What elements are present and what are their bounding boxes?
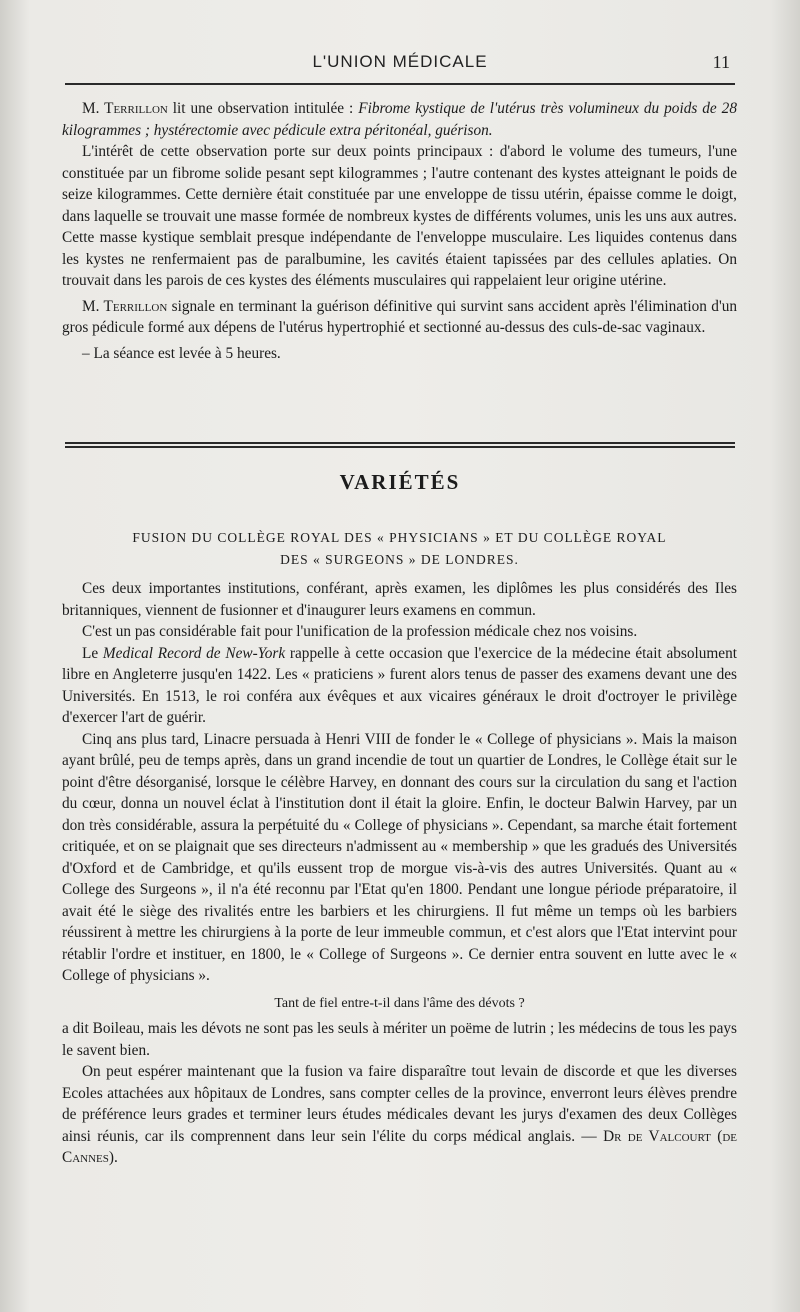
section-rule-top: [65, 442, 735, 444]
paragraph: Le Medical Record de New-York rappelle à cette occasion que l'exercice de la médecine était absolument libre en Angleterre jusqu'en 1422. Les « praticiens » furent alors tenus de passer des examens devant une des Universités. En 1513, le roi conféra aux évêques et aux vicaires généraux le droit d'octroyer le privilège d'exercer l'art de guérir.: [62, 644, 737, 726]
paragraph: C'est un pas considérable fait pour l'unification de la profession médicale chez nos voisins.: [82, 623, 638, 640]
header-rule: [65, 83, 735, 85]
journal-title: L'UNION MÉDICALE: [312, 52, 488, 71]
paragraph: Cinq ans plus tard, Linacre persuada à Henri VIII de fonder le « College of physicians ». Mais la maison ayant brûlé, peu de temps après, dans un grand incendie de tout un quartier de Londres, le Collège était sur le point d'être désorganisé, lorsque le célèbre Harvey, en donnant des cours sur la circulation du sang et l'action du cœur, donna un nouvel éclat à l'institution dont il était la gloire. Enfin, le docteur Balwin Harvey, par un don très considérable, assura la perpétuité du « College of physicians ». Cependant, sa marche était fortement critiquée, et on se plaignait que ses directeurs n'admissent au « membership » que les gradués des Universités d'Oxford et de Cambridge, et qu'ils eussent trop de morgue vis-à-vis des autres Universités. Quant au « College des Surgeons », il n'a été reconnu par l'Etat qu'en 1800. Pendant une longue période préparatoire, il avait été le siège des rivalités entre les barbiers et les chirurgiens. Il fut même un temps où les barbiers réussirent à mettre les chirurgiens à la porte de leur immeuble commun, et c'est alors que l'Etat intervint pour rétablir l'ordre et instituer, en 1800, le « College of Surgeons ». Ce dernier entra souvent en lutte avec le « College of physicians ».: [62, 730, 737, 984]
section-rule-bottom: [65, 446, 735, 448]
section-heading: VARIÉTÉS: [339, 470, 461, 494]
paragraph: On peut espérer maintenant que la fusion va faire disparaître tout levain de discorde et que les diverses Ecoles attachées aux hôpitaux de Londres, sans compter celles de la province, enverront leurs élèves prendre de préférence leurs grades et terminer leurs études médicales devant les jurys d'examen des deux Collèges ainsi réunis, car ils comprennent dans leur sein l'élite du corps médical anglais. — Dr de Valcourt (de Cannes).: [62, 1063, 737, 1166]
article-title: FUSION DU COLLÈGE ROYAL DES « PHYSICIANS » ET DU COLLÈGE ROYAL DES « SURGEONS » DE LONDRES.: [132, 530, 667, 567]
author-name: M. Terrillon: [82, 297, 168, 315]
article-body: [62, 578, 737, 1169]
running-header: [0, 52, 800, 82]
paragraph: M. Terrillon lit une observation intitulée : Fibrome kystique de l'utérus très volumineux du poids de 28 kilogrammes ; hystérectomie avec pédicule extra péritonéal, guérison.: [62, 100, 737, 139]
observation-title: Fibrome kystique de l'utérus très volumineux du poids de 28 kilogrammes ; hystérectomie avec pédicule extra péritonéal, guérison.: [62, 100, 737, 139]
boileau-quote: Tant de fiel entre-t-il dans l'âme des dévots ?: [274, 995, 525, 1011]
paragraph: a dit Boileau, mais les dévots ne sont pas les seuls à mériter un poëme de lutrin ; les médecins de tous les pays le savent bien.: [62, 1020, 737, 1059]
journal-name: Medical Record de New-York: [102, 644, 286, 662]
paragraph: L'intérêt de cette observation porte sur deux points principaux : d'abord le volume des tumeurs, l'une constituée par un fibrome solide pesant sept kilogrammes ; l'autre contenant des kystes atteignant le poids de seize kilogrammes. Cette dernière était constituée par une enveloppe de tissu utérin, épaisse comme le doigt, dans laquelle se trouvait une masse formée de nombreux kystes de différents volumes, unis les uns aux autres. Cette masse kystique semblait presque indépendante de l'enveloppe musculaire. Les liquides contenus dans les kystes ne renfermaient pas de paralbumine, les cavités étaient tapissées par des cellules aplaties. On trouvait dans les parois de ces kystes des éléments musculaires qui rappelaient leur origine utérine.: [62, 143, 737, 289]
author-name: M. Terrillon: [82, 100, 168, 117]
signature: Dr de Valcourt (de Cannes).: [62, 1127, 737, 1166]
closing-line: – La séance est levée à 5 heures.: [82, 344, 281, 362]
paragraph: Ces deux importantes institutions, conférant, après examen, les diplômes les plus considérés des Iles britanniques, viennent de fusionner et d'inaugurer leurs examens en commun.: [62, 580, 737, 619]
page-number: 11: [712, 52, 730, 72]
paragraph: M. Terrillon signale en terminant la guérison définitive qui survint sans accident après l'élimination d'un gros pédicule formé aux dépens de l'utérus hypertrophié et sectionné au-dessus des culs-de-sac vaginaux.: [62, 297, 737, 336]
society-minutes: [62, 98, 737, 364]
